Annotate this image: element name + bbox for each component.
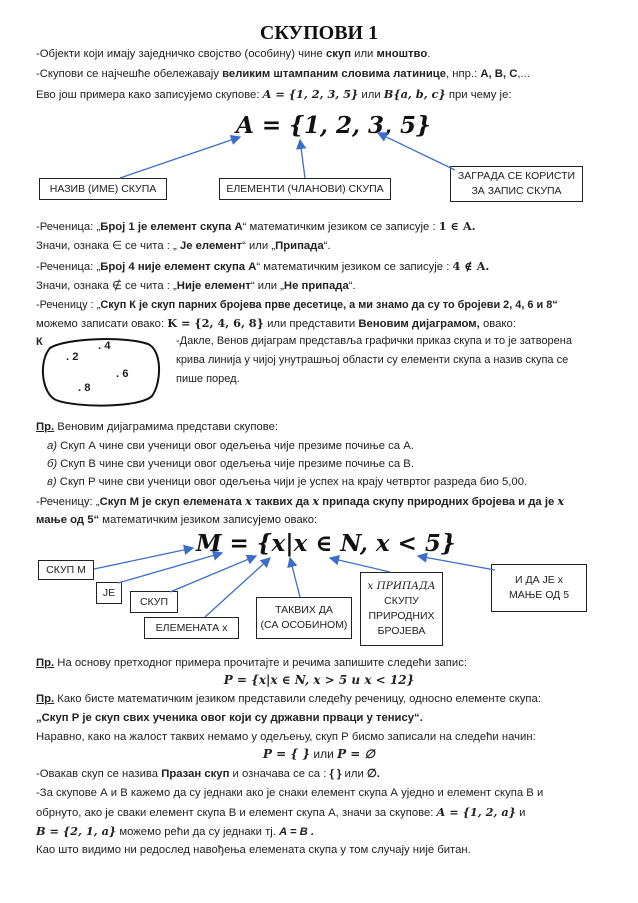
exercise-3-formula: P = { } или P = ∅ bbox=[262, 747, 375, 761]
set-a-formula: A = {1, 2, 3, 5} bbox=[236, 112, 431, 139]
membership-line-6: можемо записати овако: K = {2, 4, 6, 8} или представити Веновим дијаграмом, овако: bbox=[36, 316, 516, 330]
venn-element-6: . 6 bbox=[116, 368, 129, 380]
empty-set-line-3: обрнуто, ако је сваки елемент скупа В и елемент скупа А, значи за скупове: A = {1, 2, a} и bbox=[36, 805, 526, 819]
less-than-box: И ДА ЈЕ x МАЊЕ ОД 5 bbox=[491, 564, 587, 612]
membership-line-4: Значи, ознака ∉ се чита : „Није елемент“ или „Не припада“. bbox=[36, 280, 356, 292]
page-title: СКУПОВИ 1 bbox=[259, 22, 379, 44]
exercise-1-heading: Пр. Веновим дијаграмима представи скупове: bbox=[36, 421, 279, 433]
exercise-2-heading: Пр. На основу претходног примера прочитајте и речима запишите следећи запис: bbox=[36, 657, 468, 669]
arrow-such-that bbox=[290, 558, 300, 597]
arrow-skup bbox=[170, 556, 256, 592]
intro-line-2: -Скупови се најчешће обележавају великим штампаним словима латинице, нпр.: А, В, С,... bbox=[36, 68, 530, 80]
arrow-elements bbox=[300, 140, 305, 178]
venn-label: К bbox=[36, 336, 43, 348]
venn-element-2: . 2 bbox=[66, 351, 79, 363]
arrow-set-m bbox=[94, 548, 193, 569]
intro-line-1: -Објекти који имају заједничко својство (особину) чине скуп или мноштво. bbox=[36, 48, 431, 60]
set-m-formula: M = {x|x ∈ N, x < 5} bbox=[196, 530, 456, 557]
membership-line-3: -Реченица: „Број 4 није елемент скупа А“ математичким језиком се записује : 4 ∉ A. bbox=[36, 259, 490, 273]
venn-description: -Дакле, Венов дијаграм представља графички приказ скупа и то је затворена крива линија у чијој унутрашњој области су елементи скупа а назив скупа се пише поред. bbox=[176, 335, 572, 385]
exercise-3-heading: Пр. Како бисте математичким језиком представили следећу реченицу, односно елементе скупа: bbox=[36, 693, 541, 705]
skup-box: СКУП bbox=[130, 591, 178, 613]
je-box: ЈЕ bbox=[96, 582, 122, 604]
arrow-je bbox=[118, 553, 222, 583]
venn-element-4: . 4 bbox=[98, 340, 111, 352]
sentence-m-line-2: мање од 5“ математичким језиком записујемо овако: bbox=[36, 514, 318, 526]
empty-set-line-4: B = {2, 1, a} можемо рећи да су једнаки тј. A = B . bbox=[36, 824, 315, 838]
such-that-box: ТАКВИХ ДА (СА ОСОБИНОМ) bbox=[256, 597, 352, 639]
arrow-less bbox=[418, 556, 495, 570]
membership-line-1: -Реченица: „Број 1 је елемент скупа А“ математичким језиком се записује : 1 ∈ A. bbox=[36, 219, 476, 233]
exercise-1-item-c: в) Скуп Р чине сви ученици овог одељења чији је успех на крају четвртог разреда био 5,00. bbox=[47, 476, 528, 488]
exercise-2-formula: P = {x|x ∈ N, x > 5 и x < 12} bbox=[223, 673, 415, 687]
exercise-1-item-a: а) Скуп А чине сви ученици овог одељења чије презиме почиње са А. bbox=[47, 440, 414, 452]
intro-line-3: Ево још примера како записујемо скупове: A = {1, 2, 3, 5} или B{a, b, c} при чему је: bbox=[36, 87, 512, 101]
exercise-1-item-b: б) Скуп В чине сви ученици овог одељења чије презиме почиње са В. bbox=[47, 458, 414, 470]
membership-line-2: Значи, ознака ∈ се чита : „ Је елемент“ или „Припада“. bbox=[36, 240, 331, 252]
set-name-box: НАЗИВ (ИМЕ) СКУПА bbox=[39, 178, 167, 200]
empty-set-line-5: Као што видимо ни редослед навођења елемената скупа у том случају није битан. bbox=[36, 844, 471, 856]
exercise-3-quote: „Скуп Р је скуп свих ученика овог који су државни прваци у тенису“. bbox=[36, 712, 423, 724]
arrow-name bbox=[120, 137, 240, 178]
sentence-m-line-1: -Реченицу: „Скуп М је скуп елемената x таквих да x припада скупу природних бројева и да је x bbox=[36, 494, 565, 508]
venn-element-8: . 8 bbox=[78, 382, 91, 394]
bracket-box: ЗАГРАДА СЕ КОРИСТИ ЗА ЗАПИС СКУПА bbox=[450, 166, 583, 202]
exercise-3-line-3: Наравно, како на жалост таквих немамо у одељењу, скуп Р бисмо записали на следећи начин: bbox=[36, 731, 536, 743]
set-elements-box: ЕЛЕМЕНТИ (ЧЛАНОВИ) СКУПА bbox=[219, 178, 391, 200]
set-m-box: СКУП M bbox=[38, 560, 94, 580]
empty-set-line-1: -Овакав скуп се назива Празан скуп и означава се са : { } или ∅. bbox=[36, 768, 380, 780]
membership-line-5: -Реченицу : „Скуп К је скуп парних бројева прве десетице, а ми знамо да су то бројеви 2, 4, 6 и 8“ bbox=[36, 299, 558, 311]
belongs-box: x ПРИПАДА СКУПУ ПРИРОДНИХ БРОЈЕВА bbox=[360, 572, 443, 646]
empty-set-line-2: -За скупове А и В кажемо да су једнаки ако је снаки елемент скупа А уједно и елемент скупа В и bbox=[36, 787, 544, 799]
arrow-belongs bbox=[330, 558, 390, 572]
elements-x-box: ЕЛЕМЕНАТА x bbox=[144, 617, 239, 639]
